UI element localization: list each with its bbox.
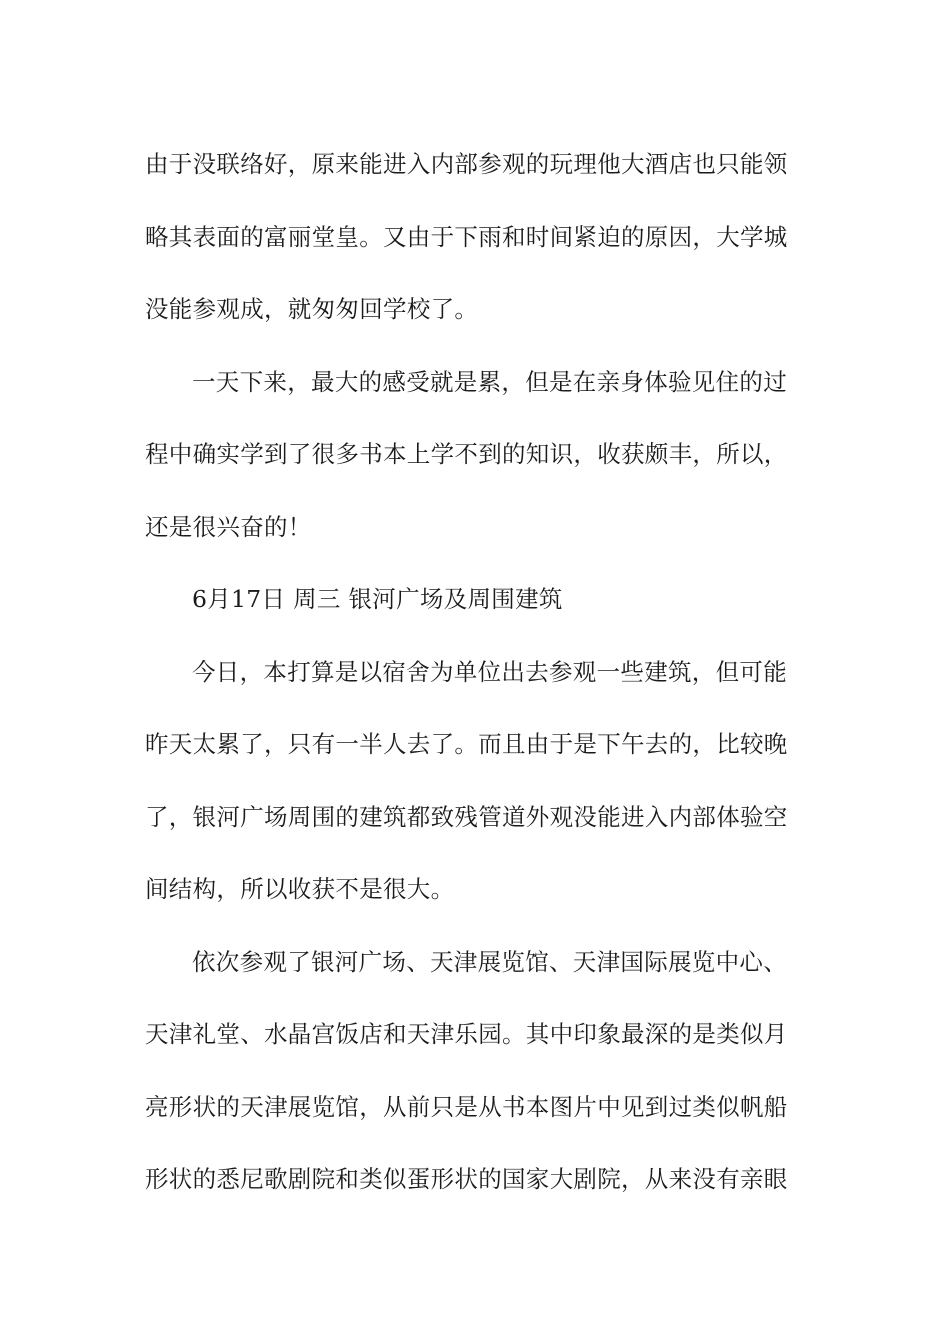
text-line: 由于没联络好，原来能进入内部参观的玩理他大酒店也只能领	[145, 150, 788, 178]
text-line: 昨天太累了，只有一半人去了。而且由于是下午去的，比较晚	[145, 730, 788, 758]
text-line: 形状的悉尼歌剧院和类似蛋形状的国家大剧院，从来没有亲眼	[145, 1165, 788, 1193]
text-line: 依次参观了银河广场、天津展览馆、天津国际展览中心、	[192, 947, 787, 976]
text-line: 程中确实学到了很多书本上学不到的知识，收获颇丰，所以，	[145, 440, 788, 468]
document-body	[145, 128, 810, 1216]
text-line: 今日，本打算是以宿舍为单位出去参观一些建筑，但可能	[192, 657, 787, 686]
text-line: 间结构，所以收获不是很大。	[145, 875, 455, 903]
text-line: 了，银河广场周围的建筑都致残管道外观没能进入内部体验空	[145, 802, 788, 831]
text-line: 亮形状的天津展览馆，从前只是从书本图片中见到过类似帆船	[145, 1092, 788, 1121]
text-line: 还是很兴奋的！	[145, 512, 312, 541]
text-line: 略其表面的富丽堂皇。又由于下雨和时间紧迫的原因，大学城	[145, 222, 788, 251]
section-heading: 6月17日 周三 银河广场及周围建筑	[192, 585, 563, 613]
text-line: 天津礼堂、水晶宫饭店和天津乐园。其中印象最深的是类似月	[145, 1020, 788, 1048]
text-line: 没能参观成，就匆匆回学校了。	[145, 295, 479, 323]
text-line: 一天下来，最大的感受就是累，但是在亲身体验见住的过	[192, 367, 787, 396]
